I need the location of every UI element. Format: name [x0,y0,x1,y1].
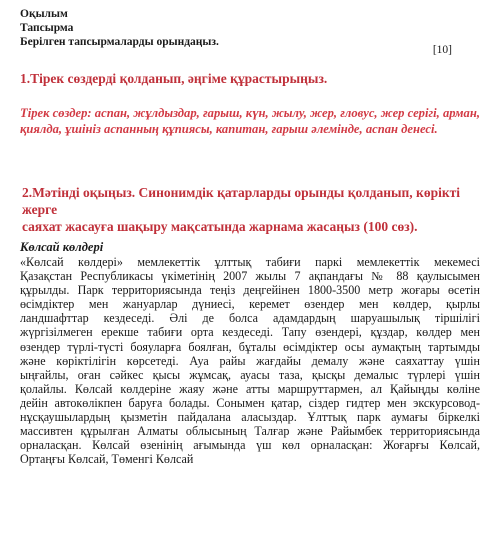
score-label: [10] [432,44,452,56]
text-line: «Көлсай көлдері» мемлекеттік ұлттық табиғи паркі мемлекеттік мекемесі [20,255,480,269]
text-line: нұсқаушылардың қызметін пайдалана аласыздар. Ұлттық парк аумағы біркелкі [20,410,480,425]
text-title: Көлсай көлдері [20,240,104,254]
text-line: массивтен құрылған Алматы облысының Талғар және Райымбек территориясында [20,424,480,439]
section-heading: Оқылым [20,8,68,20]
instruction-text: Берілген тапсырмаларды орындаңыз. [20,36,219,48]
text-line: Қазақстан Республикасы үкіметінің 2007 жылы 7 ақпандағы № 88 қаулысымен [20,269,480,284]
task1-title: 1.Тірек сөздерді қолданып, әңгіме құрастырыңыз. [20,71,328,86]
task1-support-words: Тірек сөздер: аспан, жұлдыздар, ғарыш, күн, жылу, жер, ғловус, жер серігі, арман, қиялда, ұшініз аспанның құпиясы, капитан, ғарыш әлемінде, аспан денесі. [20,106,480,136]
task-heading: Тапсырма [20,22,74,34]
text-line: өзендер түрлі-түсті бояуларға боялған, бұталы өсімдіктер осы аумақтың тартымды [20,339,480,354]
text-line: қолайлы. Көлсай көлдеріне жаяу және атты маршруттармен, ал Қайыңды көліне [20,381,480,396]
text-line: орналасқан. Көлсай өзенінің ағымында үш көл орналасқан: Жоғарғы Көлсай, [20,438,480,453]
text-line: ландшафттар кездеседі. Әлі де болса адамдардың шаруашылық тіршілігі [20,311,480,326]
reading-text [20,255,480,466]
text-line: және көріктілігін көрсетеді. Ауа райы жағдайы демалу және саяхаттау үшін [20,353,480,368]
text-line: құрылды. Парк территориясында теңіз деңгейінен 1800-3500 метр жоғары өсетін [20,283,480,298]
text-line: ыңғайлы, оған сәйкес қысы жұмсақ, ауасы таза, қысқы демалыс түрлері үшін [20,367,480,382]
task2-title [22,184,480,235]
text-line: дейін автокөлікпен баруға болады. Сонымен қатар, сіздер гидтер мен экскурсовод- [20,395,480,410]
text-line: өсімдіктер мен жануарлар дүниесі, керемет өзендер мен көлдер, қырлы [20,297,480,312]
text-line: жүргізілмеген ерекше табиғи орта кездеседі. Тапу өзендері, құздар, көлдер мен [20,325,480,340]
task2-title-line1: 2.Мәтінді оқыңыз. Синонимдік қатарларды орынды қолданып, көрікті жерге [22,185,460,217]
task2-title-line2: саяхат жасауға шақыру мақсатында жарнама жасаңыз (100 сөз). [22,219,418,234]
text-line: Ортаңғы Көлсай, Төменгі Көлсай [20,452,194,467]
